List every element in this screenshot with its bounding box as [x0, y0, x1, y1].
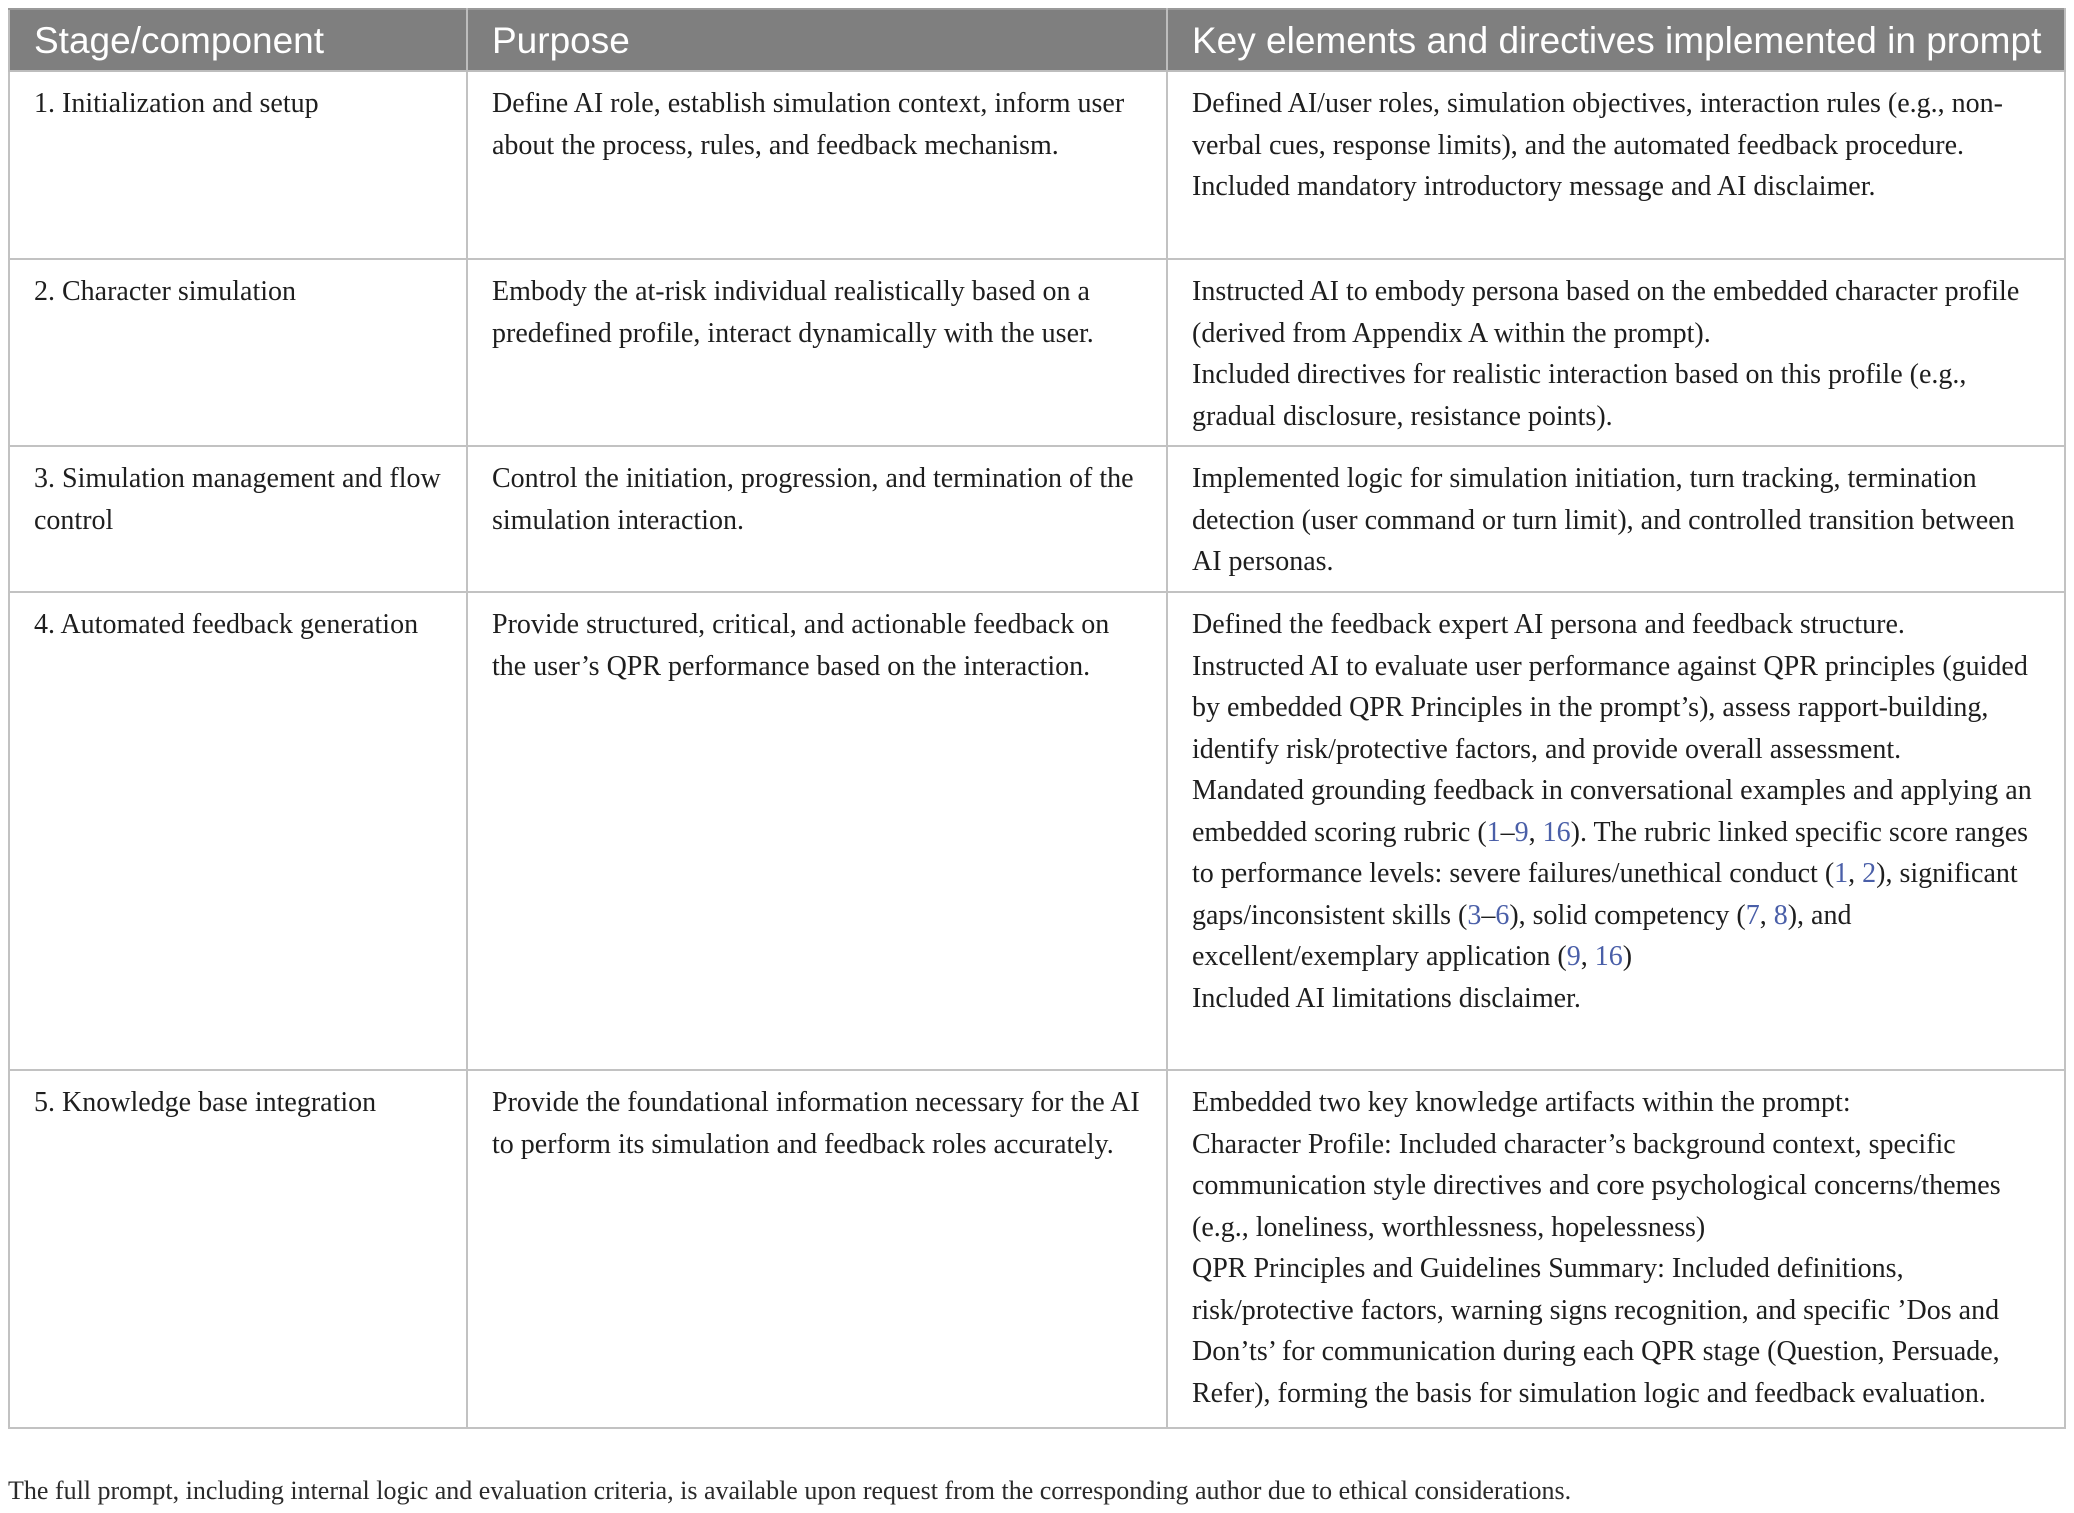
- elements-cell: [1167, 71, 2065, 259]
- table-container: [8, 8, 2064, 1429]
- rubric-text: ,: [1759, 899, 1774, 931]
- rubric-text: ,: [1580, 941, 1595, 972]
- citation-link[interactable]: 1: [1486, 816, 1501, 848]
- rubric-text: ,: [1528, 816, 1543, 848]
- rubric-text: ), and excellent/exemplary application (: [1192, 899, 1852, 972]
- stage-cell: 1. Initialization and setup: [9, 71, 467, 259]
- rubric-line: [1192, 770, 2042, 978]
- table-footnote: The full prompt, including internal logic and evaluation criteria, is available upon request from the corresponding author due to ethical considerations.: [8, 1476, 1572, 1505]
- table-row: [9, 446, 2065, 592]
- citation-link[interactable]: 8: [1773, 899, 1788, 931]
- rubric-text: ): [1622, 941, 1633, 972]
- rubric-text: ), solid competency (: [1509, 899, 1746, 931]
- element-line: Included mandatory introductory message and AI disclaimer.: [1192, 171, 1876, 202]
- element-line: Character Profile: Included character’s background context, specific communication style directives and core psychological concerns/themes (e.g., loneliness, worthlessness, hopelessness): [1192, 1128, 2001, 1243]
- citation-link[interactable]: 2: [1862, 858, 1877, 889]
- header-key-elements: Key elements and directives implemented in prompt: [1167, 9, 2065, 71]
- table-row: [9, 259, 2065, 446]
- elements-cell: [1167, 259, 2065, 446]
- citation-link[interactable]: 9: [1566, 941, 1581, 972]
- stage-cell: 4. Automated feedback generation: [9, 592, 467, 1070]
- prompt-components-table: [8, 8, 2066, 1429]
- purpose-cell: Embody the at-risk individual realistically based on a predefined profile, interact dynamically with the user.: [467, 259, 1167, 446]
- purpose-cell: Provide the foundational information necessary for the AI to perform its simulation and feedback roles accurately.: [467, 1070, 1167, 1428]
- purpose-cell: Control the initiation, progression, and termination of the simulation interaction.: [467, 446, 1167, 592]
- elements-cell: [1167, 446, 2065, 592]
- table-header-row: [9, 9, 2065, 71]
- purpose-cell: Provide structured, critical, and actionable feedback on the user’s QPR performance based on the interaction.: [467, 592, 1167, 1070]
- element-line: Defined AI/user roles, simulation objectives, interaction rules (e.g., non-verbal cues, response limits), and the automated feedback procedure.: [1192, 88, 2004, 161]
- stage-cell: 5. Knowledge base integration: [9, 1070, 467, 1428]
- citation-link[interactable]: 6: [1495, 899, 1510, 931]
- table-row: [9, 71, 2065, 259]
- purpose-cell: Define AI role, establish simulation context, inform user about the process, rules, and feedback mechanism.: [467, 71, 1167, 259]
- table-row: [9, 592, 2065, 1070]
- citation-link[interactable]: 3: [1467, 899, 1482, 931]
- citation-link[interactable]: 9: [1514, 816, 1529, 848]
- citation-link[interactable]: 16: [1594, 941, 1623, 972]
- rubric-text: –: [1481, 899, 1496, 931]
- citation-link[interactable]: 1: [1834, 858, 1849, 889]
- header-stage: Stage/component: [9, 9, 467, 71]
- table-row: [9, 1070, 2065, 1428]
- rubric-text: ). The rubric linked specific score ranges to performance levels: severe failures/unethical conduct (: [1192, 816, 2029, 889]
- stage-cell: 3. Simulation management and flow control: [9, 446, 467, 592]
- element-line: Embedded two key knowledge artifacts within the prompt:: [1192, 1087, 1851, 1118]
- elements-cell: [1167, 592, 2065, 1070]
- element-line: QPR Principles and Guidelines Summary: Included definitions, risk/protective factors, warning signs recognition, and specific ’Dos and Don’ts’ for communication during each QPR stage (Question, Persuade, Refer), forming the basis for simulation logic and feedback evaluation.: [1192, 1253, 2000, 1409]
- citation-link[interactable]: 7: [1745, 899, 1760, 931]
- rubric-text: ), significant gaps/inconsistent skills (: [1192, 858, 2018, 931]
- stage-cell: 2. Character simulation: [9, 259, 467, 446]
- element-line: Implemented logic for simulation initiation, turn tracking, termination detection (user command or turn limit), and controlled transition between AI personas.: [1192, 463, 2015, 577]
- rubric-text: –: [1500, 816, 1515, 848]
- elements-cell: [1167, 1070, 2065, 1428]
- element-line: Instructed AI to embody persona based on the embedded character profile (derived from Appendix A within the prompt).: [1192, 276, 2020, 349]
- element-line: Instructed AI to evaluate user performance against QPR principles (guided by embedded QPR Principles in the prompt’s), assess rapport-building, identify risk/protective factors, and provide overall assessment.: [1192, 650, 2028, 765]
- header-purpose: Purpose: [467, 9, 1167, 71]
- rubric-text: Mandated grounding feedback in conversational examples and applying an embedded scoring rubric (: [1192, 775, 2032, 848]
- element-line: Included AI limitations disclaimer.: [1192, 982, 1581, 1014]
- element-line: Defined the feedback expert AI persona and feedback structure.: [1192, 609, 1905, 640]
- element-line: Included directives for realistic interaction based on this profile (e.g., gradual disclosure, resistance points).: [1192, 359, 1967, 432]
- rubric-text: ,: [1848, 858, 1863, 889]
- citation-link[interactable]: 16: [1542, 816, 1571, 848]
